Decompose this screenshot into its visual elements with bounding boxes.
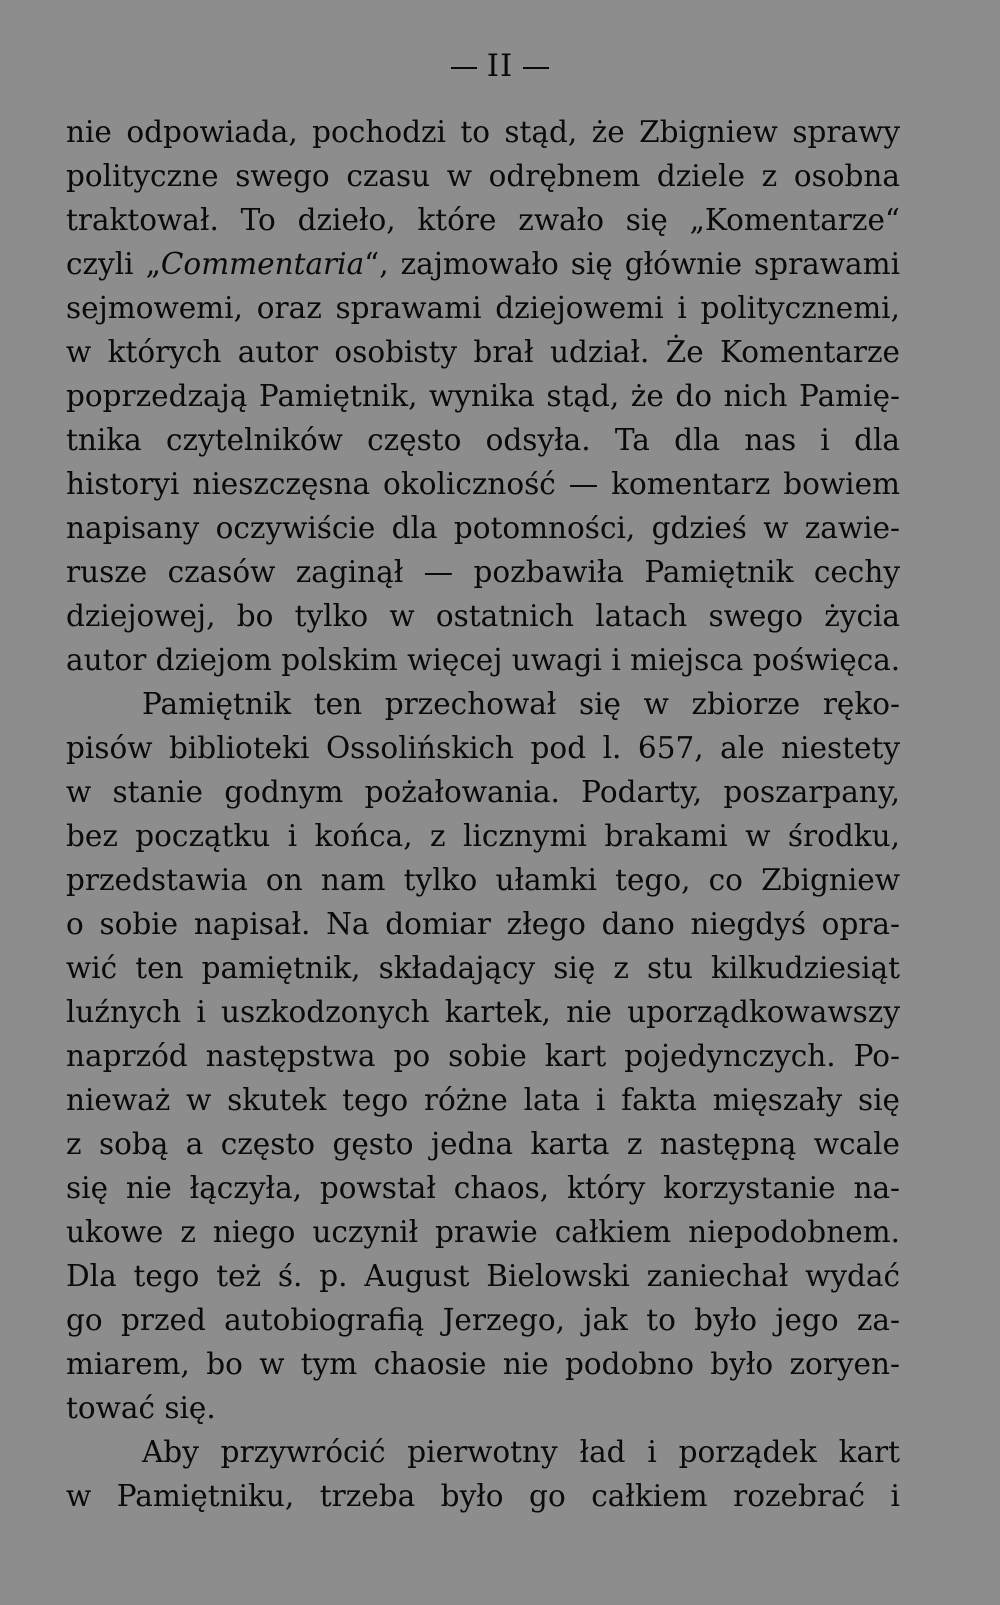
italic-title: Commentaria xyxy=(160,247,365,281)
text-line: sejmowemi, oraz sprawami dziejowemi i politycznemi, xyxy=(66,291,900,325)
text-line: poprzedzają Pamiętnik, wynika stąd, że do nich Pamię- xyxy=(66,379,900,413)
text-line: naprzód następstwa po sobie kart pojedynczych. Po- xyxy=(66,1039,900,1073)
text-line: Dla tego też ś. p. August Bielowski zaniechał wydać xyxy=(66,1259,900,1293)
text-line: pisów biblioteki Ossolińskich pod l. 657, ale niestety xyxy=(66,731,900,765)
body-text xyxy=(66,110,900,1518)
text-line: z sobą a często gęsto jedna karta z następną wcale xyxy=(66,1127,900,1161)
text-line: luźnych i uszkodzonych kartek, nie uporządkowawszy xyxy=(66,995,900,1029)
header-dash-left xyxy=(451,67,477,69)
page-number: II xyxy=(486,48,514,84)
text-line: Aby przywrócić pierwotny ład i porządek kart xyxy=(142,1435,900,1469)
text-line: czyli „Commentaria“, zajmowało się głównie sprawami xyxy=(66,247,900,281)
page-header xyxy=(0,48,1000,84)
text-line: rusze czasów zaginął — pozbawiła Pamiętnik cechy xyxy=(66,555,900,589)
text-line: tnika czytelników często odsyła. Ta dla nas i dla xyxy=(66,423,900,457)
text-line: Pamiętnik ten przechował się w zbiorze ręko- xyxy=(142,687,900,721)
text-line: autor dziejom polskim więcej uwagi i miejsca poświęca. xyxy=(66,643,900,677)
text-line: nieważ w skutek tego różne lata i fakta mięszały się xyxy=(66,1083,900,1117)
text-line: go przed autobiografią Jerzego, jak to było jego za- xyxy=(66,1303,900,1337)
text-line: miarem, bo w tym chaosie nie podobno było zoryen- xyxy=(66,1347,900,1381)
text-line: bez początku i końca, z licznymi brakami w środku, xyxy=(66,819,900,853)
text-line: historyi nieszczęsna okoliczność — komentarz bowiem xyxy=(66,467,900,501)
text-line: polityczne swego czasu w odrębnem dziele z osobna xyxy=(66,159,900,193)
text-line: wić ten pamiętnik, składający się z stu kilkudziesiąt xyxy=(66,951,900,985)
text-line: ukowe z niego uczynił prawie całkiem niepodobnem. xyxy=(66,1215,900,1249)
text-line: przedstawia on nam tylko ułamki tego, co Zbigniew xyxy=(66,863,900,897)
text-line: traktował. To dzieło, które zwało się „Komentarze“ xyxy=(66,203,900,237)
text-line: tować się. xyxy=(66,1391,216,1425)
text-line: napisany oczywiście dla potomności, gdzieś w zawie- xyxy=(66,511,900,545)
text-line: w stanie godnym pożałowania. Podarty, poszarpany, xyxy=(66,775,900,809)
header-dash-right xyxy=(523,67,549,69)
text-line: dziejowej, bo tylko w ostatnich latach swego życia xyxy=(66,599,900,633)
text-line: się nie łączyła, powstał chaos, który korzystanie na- xyxy=(66,1171,900,1205)
text-line: w Pamiętniku, trzeba było go całkiem rozebrać i xyxy=(66,1479,900,1513)
text-line: o sobie napisał. Na domiar złego dano niegdyś opra- xyxy=(66,907,900,941)
text-line: w których autor osobisty brał udział. Że Komentarze xyxy=(66,335,900,369)
text-line: nie odpowiada, pochodzi to stąd, że Zbigniew sprawy xyxy=(66,115,900,149)
